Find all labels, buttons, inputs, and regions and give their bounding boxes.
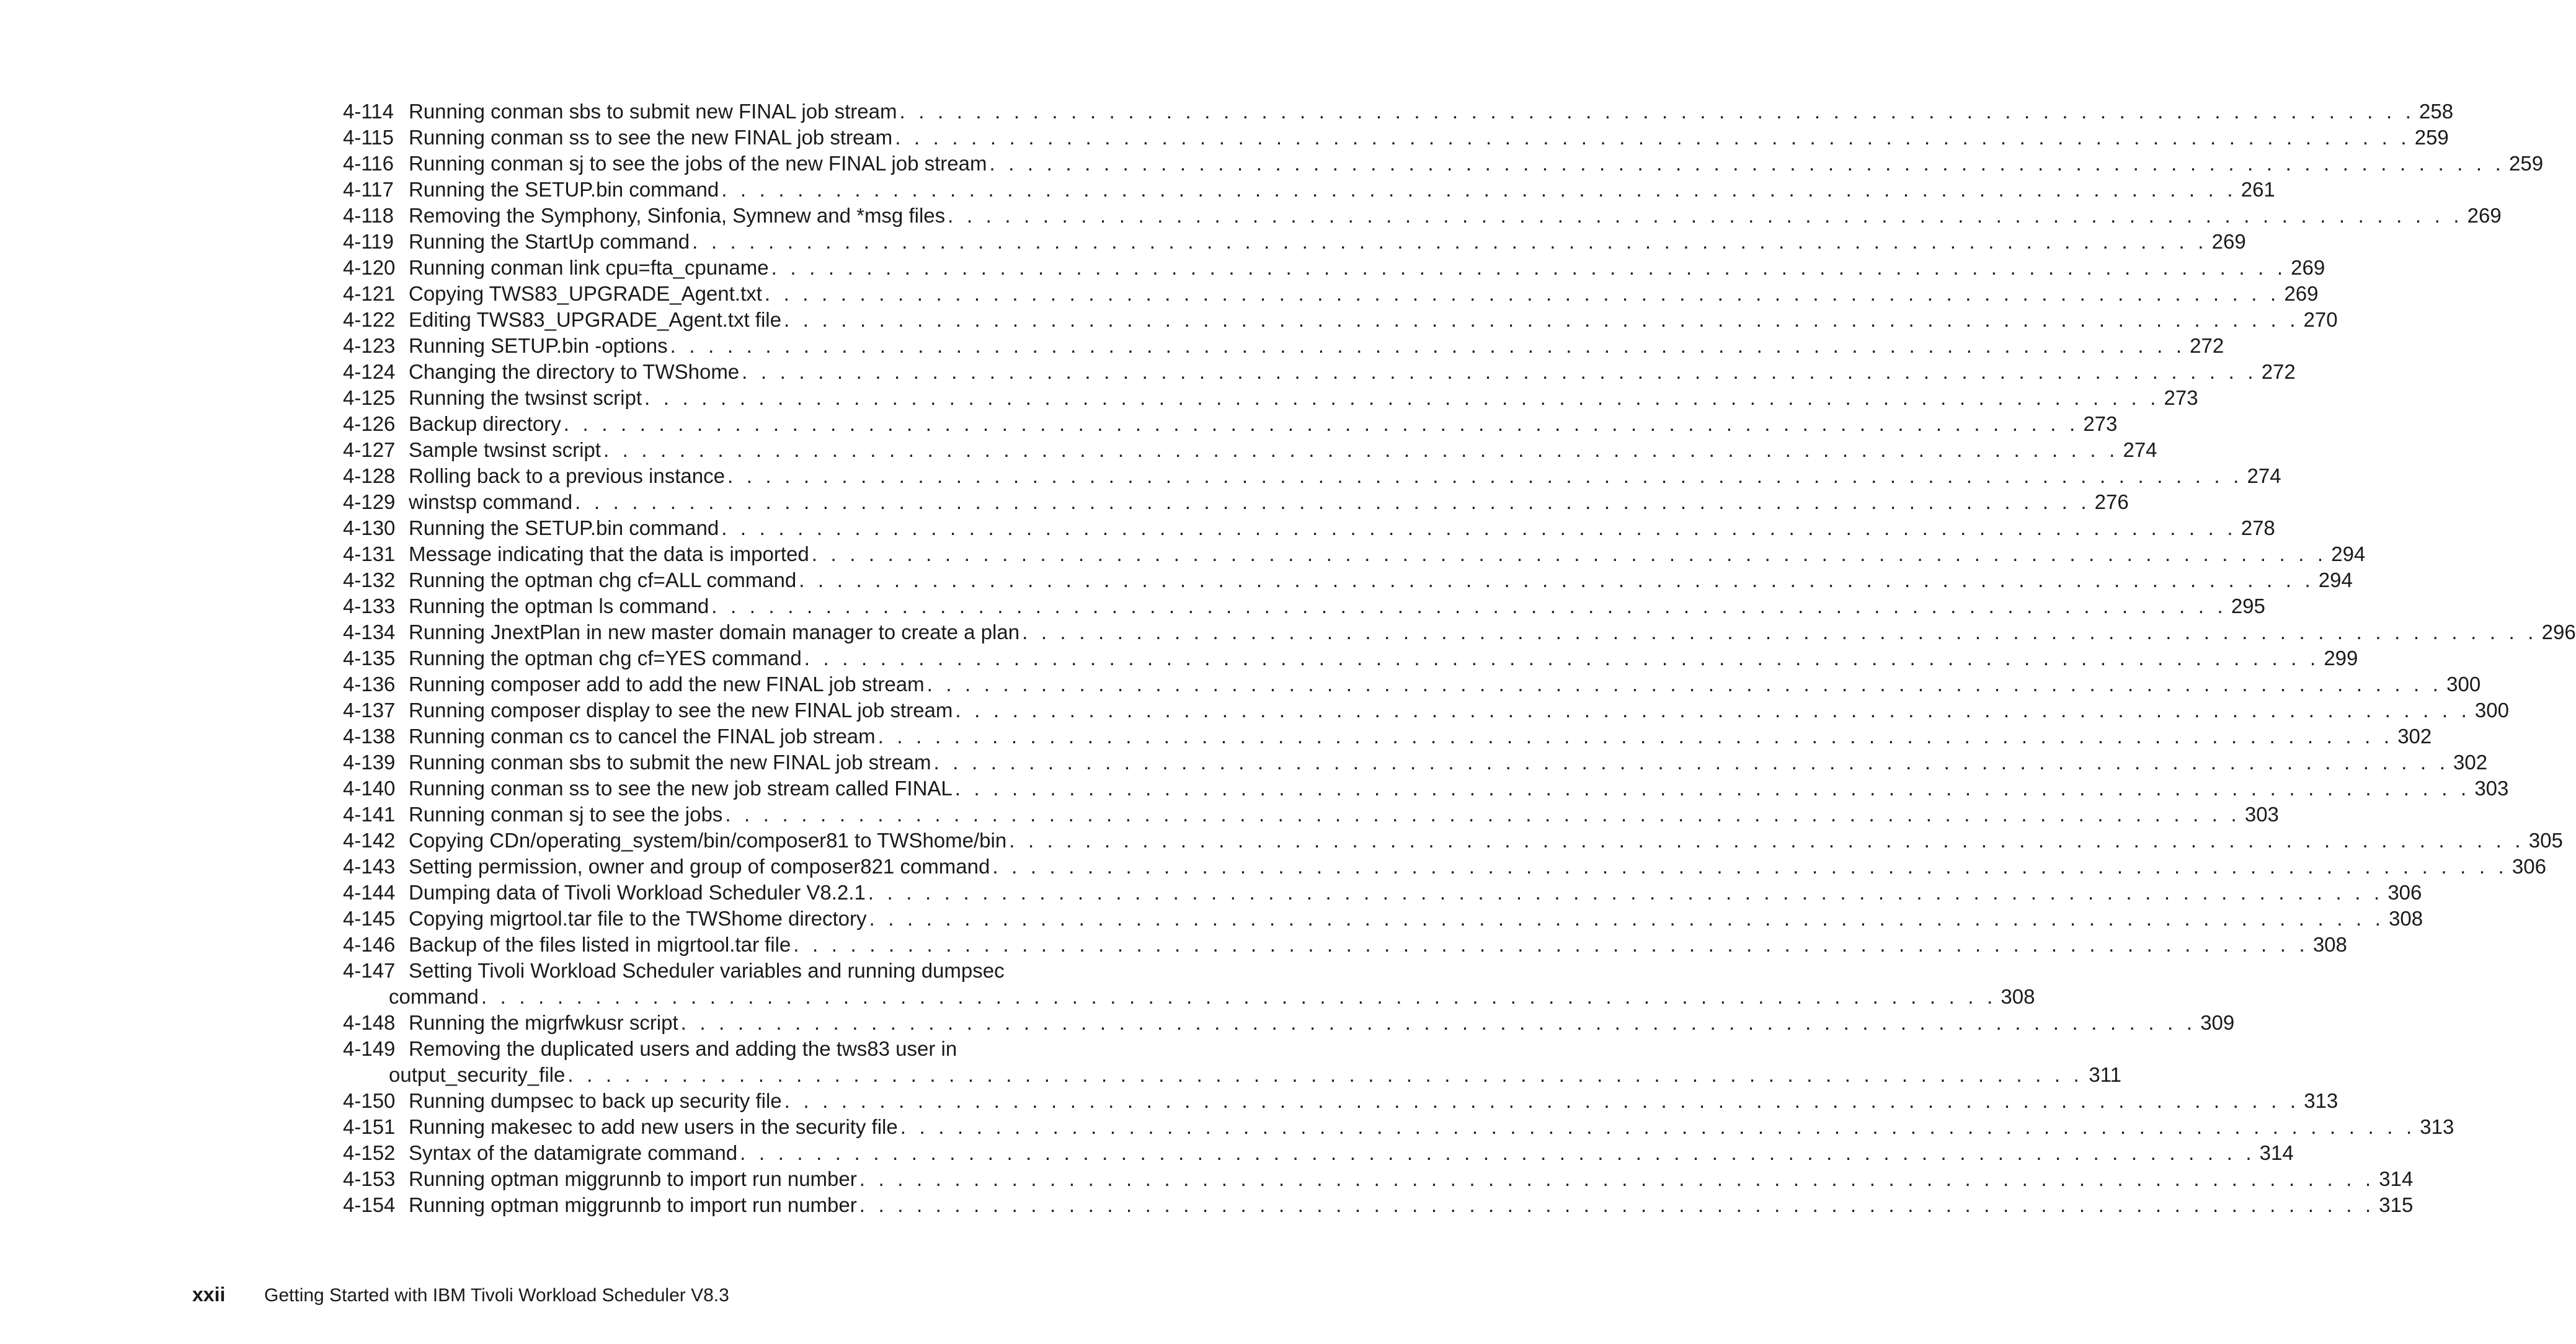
figure-number: 4-142 bbox=[343, 829, 396, 852]
dot-leader: . . . . . . . . . . . . . . . . . . . . . . . . . . . . . . . . . . . . . . . . . . . . . . . . . . . . . . . . . . . . . . . . . . . . . . . . . . . . . . . . bbox=[644, 386, 2160, 409]
figure-number: 4-128 bbox=[343, 464, 396, 487]
list-item[interactable] bbox=[343, 593, 2265, 619]
page-number-ref: 294 bbox=[2331, 542, 2366, 565]
list-item[interactable] bbox=[343, 749, 2488, 776]
page-number-ref: 302 bbox=[2453, 751, 2488, 774]
list-item-first-line[interactable] bbox=[343, 1036, 1077, 1062]
figure-number: 4-154 bbox=[343, 1193, 396, 1216]
list-item[interactable] bbox=[343, 541, 2366, 567]
figure-number: 4-136 bbox=[343, 673, 396, 696]
figure-number: 4-115 bbox=[343, 126, 394, 149]
figure-title: Running composer add to add the new FINAL job stream bbox=[409, 673, 925, 696]
list-item[interactable] bbox=[343, 1166, 2414, 1192]
page-number-ref: 278 bbox=[2241, 516, 2275, 539]
figure-title: Editing TWS83_UPGRADE_Agent.txt file bbox=[409, 308, 781, 331]
list-item[interactable] bbox=[343, 828, 2563, 854]
figure-title: Sample twsinst script bbox=[409, 438, 601, 461]
figure-title: Setting permission, owner and group of composer821 command bbox=[409, 855, 990, 878]
dot-leader: . . . . . . . . . . . . . . . . . . . . . . . . . . . . . . . . . . . . . . . . . . . . . . . . . . . . . . . . . . . . . . . . . . . . . . . . . . . . . . . . bbox=[567, 1063, 2083, 1086]
list-item[interactable] bbox=[343, 255, 2325, 281]
page-number-ref: 313 bbox=[2304, 1089, 2338, 1112]
page-number-ref: 311 bbox=[2089, 1063, 2121, 1086]
page-number-ref: 314 bbox=[2379, 1167, 2414, 1190]
page-number-ref: 294 bbox=[2318, 568, 2353, 591]
figure-title: Backup directory bbox=[409, 412, 561, 435]
figure-title: Running conman link cpu=fta_cpuname bbox=[409, 256, 769, 279]
page-number-ref: 269 bbox=[2467, 204, 2502, 227]
dot-leader: . . . . . . . . . . . . . . . . . . . . . . . . . . . . . . . . . . . . . . . . . . . . . . . . . . . . . . . . . . . . . . . . . . . . . . . . . . . . . . . . bbox=[954, 777, 2471, 800]
dot-leader: . . . . . . . . . . . . . . . . . . . . . . . . . . . . . . . . . . . . . . . . . . . . . . . . . . . . . . . . . . . . . . . . . . . . . . . . . . . . . . . . bbox=[799, 568, 2314, 591]
figure-title: Running the StartUp command bbox=[409, 230, 690, 253]
figure-number: 4-144 bbox=[343, 881, 396, 904]
figure-title: Running the optman chg cf=ALL command bbox=[409, 568, 797, 591]
list-item[interactable] bbox=[343, 776, 2509, 802]
figure-title-continued: output_security_file bbox=[389, 1063, 566, 1086]
list-item[interactable] bbox=[343, 645, 2358, 671]
list-item[interactable] bbox=[343, 802, 2279, 828]
list-item[interactable] bbox=[343, 463, 2281, 489]
page-number-ref: 272 bbox=[2190, 334, 2224, 357]
dot-leader: . . . . . . . . . . . . . . . . . . . . . . . . . . . . . . . . . . . . . . . . . . . . . . . . . . . . . . . . . . . . . . . . . . . . . . . . . . . . . . . . bbox=[563, 412, 2079, 435]
figure-number: 4-122 bbox=[343, 308, 396, 331]
page-number-ref: 306 bbox=[2387, 881, 2422, 904]
page-number-ref: 296 bbox=[2541, 621, 2576, 643]
figure-title: Running the SETUP.bin command bbox=[409, 516, 719, 539]
book-title: Getting Started with IBM Tivoli Workload Scheduler V8.3 bbox=[264, 1285, 729, 1306]
figure-number: 4-137 bbox=[343, 699, 396, 722]
figure-number: 4-119 bbox=[343, 230, 394, 253]
dot-leader: . . . . . . . . . . . . . . . . . . . . . . . . . . . . . . . . . . . . . . . . . . . . . . . . . . . . . . . . . . . . . . . . . . . . . . . . . . . . . . . . bbox=[575, 490, 2090, 513]
list-item[interactable] bbox=[343, 854, 2546, 880]
list-item[interactable] bbox=[343, 567, 2353, 593]
figure-number: 4-126 bbox=[343, 412, 396, 435]
figure-title: Setting Tivoli Workload Scheduler variables and running dumpsec bbox=[409, 959, 1005, 982]
dot-leader: . . . . . . . . . . . . . . . . . . . . . . . . . . . . . . . . . . . . . . . . . . . . . . . . . . . . . . . . . . . . . . . . . . . . . . . . . . . . . . . . bbox=[764, 282, 2280, 305]
figure-title: Backup of the files listed in migrtool.tar file bbox=[409, 933, 791, 956]
figure-title: Copying TWS83_UPGRADE_Agent.txt bbox=[409, 282, 762, 305]
dot-leader: . . . . . . . . . . . . . . . . . . . . . . . . . . . . . . . . . . . . . . . . . . . . . . . . . . . . . . . . . . . . . . . . . . . . . . . . . . . . . . . . bbox=[742, 360, 2257, 383]
figure-number: 4-121 bbox=[343, 282, 396, 305]
list-item[interactable] bbox=[343, 333, 2224, 359]
page-number-ref: 303 bbox=[2474, 777, 2509, 800]
list-item[interactable] bbox=[343, 932, 2347, 958]
list-item[interactable] bbox=[343, 385, 2198, 411]
list-item[interactable] bbox=[343, 1088, 2338, 1114]
dot-leader: . . . . . . . . . . . . . . . . . . . . . . . . . . . . . . . . . . . . . . . . . . . . . . . . . . . . . . . . . . . . . . . . . . . . . . . . . . . . . . . . bbox=[721, 516, 2237, 539]
figure-number: 4-150 bbox=[343, 1089, 396, 1112]
figure-title: Running the SETUP.bin command bbox=[409, 178, 719, 201]
page-number-ref: 299 bbox=[2324, 647, 2358, 670]
figure-number: 4-147 bbox=[343, 959, 396, 982]
page-number-ref: 272 bbox=[2261, 360, 2296, 383]
figure-number: 4-145 bbox=[343, 907, 396, 930]
page-number-ref: 309 bbox=[2200, 1011, 2235, 1034]
page-number-ref: 300 bbox=[2474, 699, 2509, 722]
dot-leader: . . . . . . . . . . . . . . . . . . . . . . . . . . . . . . . . . . . . . . . . . . . . . . . . . . . . . . . . . . . . . . . . . . . . . . . . . . . . . . . . bbox=[711, 595, 2227, 617]
indent bbox=[343, 1062, 389, 1088]
indent bbox=[343, 984, 389, 1010]
list-item[interactable] bbox=[343, 984, 2035, 1010]
list-item[interactable] bbox=[343, 229, 2246, 255]
list-item[interactable] bbox=[343, 1192, 2414, 1218]
figure-title: winstsp command bbox=[409, 490, 573, 513]
list-item[interactable] bbox=[343, 906, 2423, 932]
figure-number: 4-116 bbox=[343, 152, 394, 175]
figure-title: Running conman sj to see the jobs bbox=[409, 803, 723, 826]
dot-leader: . . . . . . . . . . . . . . . . . . . . . . . . . . . . . . . . . . . . . . . . . . . . . . . . . . . . . . . . . . . . . . . . . . . . . . . . . . . . . . . . bbox=[933, 751, 2449, 774]
list-item[interactable] bbox=[343, 1140, 2294, 1166]
figure-number: 4-118 bbox=[343, 204, 394, 227]
dot-leader: . . . . . . . . . . . . . . . . . . . . . . . . . . . . . . . . . . . . . . . . . . . . . . . . . . . . . . . . . . . . . . . . . . . . . . . . . . . . . . . . bbox=[899, 100, 2415, 123]
list-item[interactable] bbox=[343, 125, 2449, 151]
figure-title: Running conman ss to see the new FINAL job stream bbox=[409, 126, 893, 149]
figure-number: 4-124 bbox=[343, 360, 396, 383]
figure-number: 4-143 bbox=[343, 855, 396, 878]
dot-leader: . . . . . . . . . . . . . . . . . . . . . . . . . . . . . . . . . . . . . . . . . . . . . . . . . . . . . . . . . . . . . . . . . . . . . . . . . . . . . . . . bbox=[670, 334, 2186, 357]
list-item[interactable] bbox=[343, 515, 2275, 541]
dot-leader: . . . . . . . . . . . . . . . . . . . . . . . . . . . . . . . . . . . . . . . . . . . . . . . . . . . . . . . . . . . . . . . . . . . . . . . . . . . . . . . . bbox=[992, 855, 2508, 878]
page-number-ref: 308 bbox=[2001, 985, 2035, 1008]
page-number-ref: 308 bbox=[2389, 907, 2423, 930]
figure-number: 4-148 bbox=[343, 1011, 396, 1034]
page-number-ref: 295 bbox=[2231, 595, 2265, 617]
page-number-ref: 313 bbox=[2420, 1115, 2454, 1138]
figure-title: Running JnextPlan in new master domain manager to create a plan bbox=[409, 621, 1020, 643]
figure-number: 4-139 bbox=[343, 751, 396, 774]
dot-leader: . . . . . . . . . . . . . . . . . . . . . . . . . . . . . . . . . . . . . . . . . . . . . . . . . . . . . . . . . . . . . . . . . . . . . . . . . . . . . . . . bbox=[868, 881, 2384, 904]
page-number-ref: 269 bbox=[2211, 230, 2246, 253]
dot-leader: . . . . . . . . . . . . . . . . . . . . . . . . . . . . . . . . . . . . . . . . . . . . . . . . . . . . . . . . . . . . . . . . . . . . . . . . . . . . . . . . bbox=[900, 1115, 2416, 1138]
dot-leader: . . . . . . . . . . . . . . . . . . . . . . . . . . . . . . . . . . . . . . . . . . . . . . . . . . . . . . . . . . . . . . . . . . . . . . . . . . . . . . . . bbox=[859, 1167, 2375, 1190]
figure-number: 4-133 bbox=[343, 595, 396, 617]
figure-title-continued: command bbox=[389, 985, 479, 1008]
dot-leader: . . . . . . . . . . . . . . . . . . . . . . . . . . . . . . . . . . . . . . . . . . . . . . . . . . . . . . . . . . . . . . . . . . . . . . . . . . . . . . . . bbox=[481, 985, 1997, 1008]
page-number-ref: 315 bbox=[2379, 1193, 2414, 1216]
figure-number: 4-114 bbox=[343, 100, 394, 123]
figure-number: 4-127 bbox=[343, 438, 396, 461]
page-number-ref: 273 bbox=[2083, 412, 2118, 435]
dot-leader: . . . . . . . . . . . . . . . . . . . . . . . . . . . . . . . . . . . . . . . . . . . . . . . . . . . . . . . . . . . . . . . . . . . . . . . . . . . . . . . . bbox=[989, 152, 2505, 175]
figure-number: 4-152 bbox=[343, 1141, 396, 1164]
figure-title: Changing the directory to TWShome bbox=[409, 360, 740, 383]
dot-leader: . . . . . . . . . . . . . . . . . . . . . . . . . . . . . . . . . . . . . . . . . . . . . . . . . . . . . . . . . . . . . . . . . . . . . . . . . . . . . . . . bbox=[859, 1193, 2375, 1216]
list-item[interactable] bbox=[343, 359, 2296, 385]
figure-title: Removing the Symphony, Sinfonia, Symnew and *msg files bbox=[409, 204, 946, 227]
figure-title: Running conman sj to see the jobs of the new FINAL job stream bbox=[409, 152, 987, 175]
dot-leader: . . . . . . . . . . . . . . . . . . . . . . . . . . . . . . . . . . . . . . . . . . . . . . . . . . . . . . . . . . . . . . . . . . . . . . . . . . . . . . . . bbox=[804, 647, 2320, 670]
figure-number: 4-120 bbox=[343, 256, 396, 279]
dot-leader: . . . . . . . . . . . . . . . . . . . . . . . . . . . . . . . . . . . . . . . . . . . . . . . . . . . . . . . . . . . . . . . . . . . . . . . . . . . . . . . . bbox=[895, 126, 2410, 149]
list-item[interactable] bbox=[343, 151, 2544, 177]
dot-leader: . . . . . . . . . . . . . . . . . . . . . . . . . . . . . . . . . . . . . . . . . . . . . . . . . . . . . . . . . . . . . . . . . . . . . . . . . . . . . . . . bbox=[869, 907, 2385, 930]
figure-title: Running optman miggrunnb to import run number bbox=[409, 1167, 857, 1190]
list-item[interactable] bbox=[343, 203, 2502, 229]
page-number-ref: 269 bbox=[2291, 256, 2325, 279]
page-number-ref: 274 bbox=[2247, 464, 2281, 487]
dot-leader: . . . . . . . . . . . . . . . . . . . . . . . . . . . . . . . . . . . . . . . . . . . . . . . . . . . . . . . . . . . . . . . . . . . . . . . . . . . . . . . . bbox=[811, 542, 2327, 565]
figure-title: Running SETUP.bin -options bbox=[409, 334, 668, 357]
dot-leader: . . . . . . . . . . . . . . . . . . . . . . . . . . . . . . . . . . . . . . . . . . . . . . . . . . . . . . . . . . . . . . . . . . . . . . . . . . . . . . . . bbox=[948, 204, 2463, 227]
figure-number: 4-123 bbox=[343, 334, 396, 357]
page-number-ref: 276 bbox=[2094, 490, 2129, 513]
list-item[interactable] bbox=[343, 1062, 2121, 1088]
dot-leader: . . . . . . . . . . . . . . . . . . . . . . . . . . . . . . . . . . . . . . . . . . . . . . . . . . . . . . . . . . . . . . . . . . . . . . . . . . . . . . . . bbox=[727, 464, 2243, 487]
figure-number: 4-132 bbox=[343, 568, 396, 591]
list-item[interactable] bbox=[343, 177, 2275, 203]
figure-number: 4-149 bbox=[343, 1037, 396, 1060]
figure-title: Running makesec to add new users in the security file bbox=[409, 1115, 898, 1138]
dot-leader: . . . . . . . . . . . . . . . . . . . . . . . . . . . . . . . . . . . . . . . . . . . . . . . . . . . . . . . . . . . . . . . . . . . . . . . . . . . . . . . . bbox=[725, 803, 2241, 826]
figure-title: Running dumpsec to back up security file bbox=[409, 1089, 782, 1112]
list-item[interactable] bbox=[343, 1010, 2235, 1036]
page-number-ref: 306 bbox=[2512, 855, 2546, 878]
page-number-ref: 300 bbox=[2446, 673, 2481, 696]
list-item[interactable] bbox=[343, 671, 2481, 697]
figure-number: 4-125 bbox=[343, 386, 396, 409]
page-number-ref: 259 bbox=[2508, 152, 2544, 175]
list-item[interactable] bbox=[343, 437, 2157, 463]
figure-title: Rolling back to a previous instance bbox=[409, 464, 725, 487]
figure-title: Copying migrtool.tar file to the TWShome directory bbox=[409, 907, 867, 930]
figure-title: Running conman cs to cancel the FINAL job stream bbox=[409, 725, 876, 748]
figure-number: 4-130 bbox=[343, 516, 396, 539]
figure-number: 4-117 bbox=[343, 178, 394, 201]
page-footer bbox=[192, 1282, 729, 1308]
figure-title: Running the optman chg cf=YES command bbox=[409, 647, 802, 670]
figure-title: Message indicating that the data is imported bbox=[409, 542, 809, 565]
list-item[interactable] bbox=[343, 307, 2338, 333]
dot-leader: . . . . . . . . . . . . . . . . . . . . . . . . . . . . . . . . . . . . . . . . . . . . . . . . . . . . . . . . . . . . . . . . . . . . . . . . . . . . . . . . bbox=[793, 933, 2309, 956]
list-item-first-line[interactable] bbox=[343, 958, 1077, 984]
list-item[interactable] bbox=[343, 723, 2432, 749]
page-number-ref: 258 bbox=[2419, 100, 2454, 123]
page-number-ref: 269 bbox=[2284, 282, 2319, 305]
page-number-ref: 273 bbox=[2164, 386, 2198, 409]
figure-title: Running the twsinst script bbox=[409, 386, 642, 409]
dot-leader: . . . . . . . . . . . . . . . . . . . . . . . . . . . . . . . . . . . . . . . . . . . . . . . . . . . . . . . . . . . . . . . . . . . . . . . . . . . . . . . . bbox=[1009, 829, 2525, 852]
figure-number: 4-140 bbox=[343, 777, 396, 800]
figure-number: 4-138 bbox=[343, 725, 396, 748]
page-number-ref: 305 bbox=[2528, 829, 2563, 852]
figure-title: Running conman sbs to submit the new FINAL job stream bbox=[409, 751, 931, 774]
dot-leader: . . . . . . . . . . . . . . . . . . . . . . . . . . . . . . . . . . . . . . . . . . . . . . . . . . . . . . . . . . . . . . . . . . . . . . . . . . . . . . . . bbox=[955, 699, 2471, 722]
figure-number: 4-146 bbox=[343, 933, 396, 956]
figure-title: Syntax of the datamigrate command bbox=[409, 1141, 738, 1164]
figure-title: Running the migrfwkusr script bbox=[409, 1011, 678, 1034]
list-item[interactable] bbox=[343, 281, 2319, 307]
list-item[interactable] bbox=[343, 697, 2509, 723]
page-number-ref: 261 bbox=[2241, 178, 2275, 201]
figure-list bbox=[343, 99, 2576, 1218]
figure-number: 4-135 bbox=[343, 647, 396, 670]
figure-number: 4-131 bbox=[343, 542, 396, 565]
page-number-ref: 259 bbox=[2414, 126, 2449, 149]
figure-title: Running conman sbs to submit new FINAL job stream bbox=[409, 100, 897, 123]
dot-leader: . . . . . . . . . . . . . . . . . . . . . . . . . . . . . . . . . . . . . . . . . . . . . . . . . . . . . . . . . . . . . . . . . . . . . . . . . . . . . . . . bbox=[1022, 621, 2538, 643]
dot-leader: . . . . . . . . . . . . . . . . . . . . . . . . . . . . . . . . . . . . . . . . . . . . . . . . . . . . . . . . . . . . . . . . . . . . . . . . . . . . . . . . bbox=[721, 178, 2237, 201]
page-number-ref: 270 bbox=[2303, 308, 2338, 331]
list-item[interactable] bbox=[343, 489, 2129, 515]
figure-title: Running composer display to see the new FINAL job stream bbox=[409, 699, 953, 722]
dot-leader: . . . . . . . . . . . . . . . . . . . . . . . . . . . . . . . . . . . . . . . . . . . . . . . . . . . . . . . . . . . . . . . . . . . . . . . . . . . . . . . . bbox=[784, 1089, 2300, 1112]
figure-number: 4-134 bbox=[343, 621, 396, 643]
list-item[interactable] bbox=[343, 99, 2454, 125]
figure-title: Removing the duplicated users and adding the tws83 user in bbox=[409, 1037, 957, 1060]
figure-title: Running the optman ls command bbox=[409, 595, 709, 617]
page-number-ref: 314 bbox=[2259, 1141, 2294, 1164]
figure-number: 4-151 bbox=[343, 1115, 396, 1138]
figure-title: Running conman ss to see the new job stream called FINAL bbox=[409, 777, 953, 800]
dot-leader: . . . . . . . . . . . . . . . . . . . . . . . . . . . . . . . . . . . . . . . . . . . . . . . . . . . . . . . . . . . . . . . . . . . . . . . . . . . . . . . . bbox=[680, 1011, 2196, 1034]
list-item[interactable] bbox=[343, 1114, 2454, 1140]
figure-title: Running optman miggrunnb to import run number bbox=[409, 1193, 857, 1216]
dot-leader: . . . . . . . . . . . . . . . . . . . . . . . . . . . . . . . . . . . . . . . . . . . . . . . . . . . . . . . . . . . . . . . . . . . . . . . . . . . . . . . . bbox=[926, 673, 2443, 696]
dot-leader: . . . . . . . . . . . . . . . . . . . . . . . . . . . . . . . . . . . . . . . . . . . . . . . . . . . . . . . . . . . . . . . . . . . . . . . . . . . . . . . . bbox=[877, 725, 2394, 748]
figure-number: 4-141 bbox=[343, 803, 396, 826]
list-item[interactable] bbox=[343, 880, 2422, 906]
figure-title: Dumping data of Tivoli Workload Scheduler V8.2.1 bbox=[409, 881, 866, 904]
page-number-ref: 274 bbox=[2123, 438, 2157, 461]
figure-number: 4-153 bbox=[343, 1167, 396, 1190]
list-item[interactable] bbox=[343, 619, 2576, 645]
dot-leader: . . . . . . . . . . . . . . . . . . . . . . . . . . . . . . . . . . . . . . . . . . . . . . . . . . . . . . . . . . . . . . . . . . . . . . . . . . . . . . . . bbox=[692, 230, 2208, 253]
figure-title: Copying CDn/operating_system/bin/composer81 to TWShome/bin bbox=[409, 829, 1007, 852]
dot-leader: . . . . . . . . . . . . . . . . . . . . . . . . . . . . . . . . . . . . . . . . . . . . . . . . . . . . . . . . . . . . . . . . . . . . . . . . . . . . . . . . bbox=[740, 1141, 2255, 1164]
dot-leader: . . . . . . . . . . . . . . . . . . . . . . . . . . . . . . . . . . . . . . . . . . . . . . . . . . . . . . . . . . . . . . . . . . . . . . . . . . . . . . . . bbox=[784, 308, 2299, 331]
figure-number: 4-129 bbox=[343, 490, 396, 513]
page-number: xxii bbox=[192, 1283, 226, 1306]
dot-leader: . . . . . . . . . . . . . . . . . . . . . . . . . . . . . . . . . . . . . . . . . . . . . . . . . . . . . . . . . . . . . . . . . . . . . . . . . . . . . . . . bbox=[771, 256, 2287, 279]
dot-leader: . . . . . . . . . . . . . . . . . . . . . . . . . . . . . . . . . . . . . . . . . . . . . . . . . . . . . . . . . . . . . . . . . . . . . . . . . . . . . . . . bbox=[603, 438, 2119, 461]
list-item[interactable] bbox=[343, 411, 2118, 437]
page-number-ref: 308 bbox=[2312, 933, 2347, 956]
page-number-ref: 303 bbox=[2244, 803, 2279, 826]
page-number-ref: 302 bbox=[2397, 725, 2432, 748]
